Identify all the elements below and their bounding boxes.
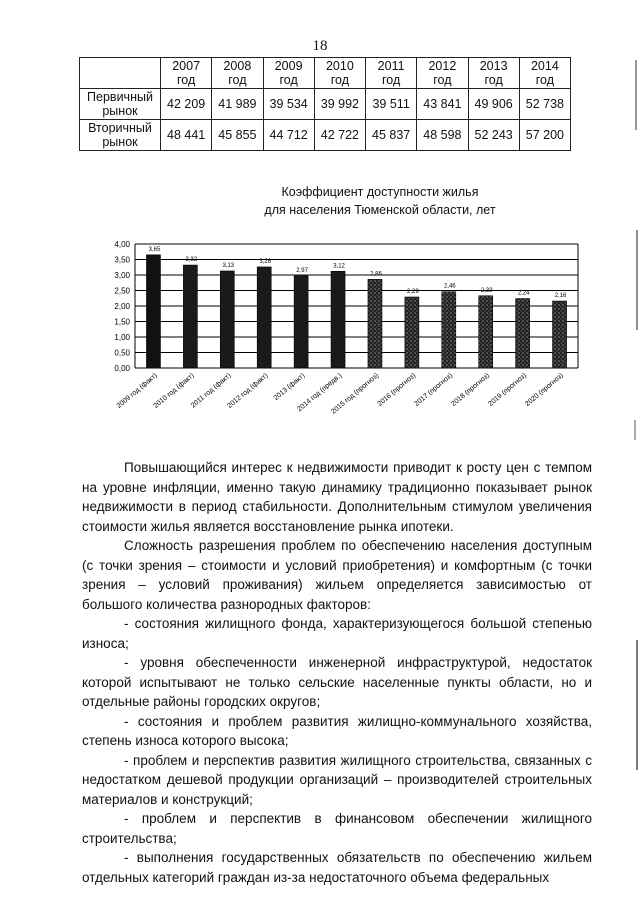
availability-bar-chart [90,236,590,461]
bar [257,267,271,368]
bar-value-label: 2,46 [443,283,456,290]
table-header-year [212,58,263,89]
year-number: 2007 [172,59,201,73]
chart-title: Коэффициент доступности жилья [281,185,479,199]
year-unit: год [433,73,452,87]
bar [405,297,419,368]
table-cell: 39 511 [366,89,417,120]
table-header-year [366,58,417,89]
bar-value-label: 3,32 [185,257,198,264]
year-number: 2008 [223,59,252,73]
x-category-label: 2017 (прогноз) [413,372,455,408]
year-number: 2012 [428,59,457,73]
body-text [82,458,592,887]
bar [220,271,234,368]
bar-value-label: 3,65 [148,246,161,253]
bar-value-label: 3,12 [333,263,345,270]
x-category-label: 2014 год (предв.) [296,372,344,414]
bar-value-label: 2,33 [480,287,493,294]
y-tick-label: 0,00 [114,364,130,373]
y-tick-label: 1,50 [114,317,130,327]
bar [479,296,493,368]
year-unit: год [381,73,401,87]
year-number: 2013 [479,59,508,73]
table-row-label: Вторичный рынок [80,120,161,151]
year-unit: год [484,73,503,87]
price-table [79,57,571,151]
x-category-label: 2019 (прогноз) [487,372,528,408]
scan-edge-noise [630,0,640,905]
year-unit: год [330,73,349,87]
table-row-label: Первичный рынок [80,89,161,120]
table-row [80,89,571,120]
bar-value-label: 3,26 [259,258,272,265]
year-unit: год [176,73,196,87]
x-category-label: 2013 (факт) [272,372,307,403]
table-row [80,120,571,151]
page-number: 18 [312,38,328,54]
bar-value-label: 2,16 [554,293,567,300]
bar-value-label: 3,13 [222,262,235,269]
table-cell: 45 837 [366,120,417,151]
table-cell: 42 722 [314,120,365,151]
x-category-label: 2012 год (факт) [226,372,270,410]
year-number: 2014 [530,59,559,73]
list-item: - состояния и проблем развития жилищно-коммунального хозяйства, степень износа которого высока; [82,713,592,748]
table-header-year [161,58,212,89]
table-cell: 45 855 [212,120,263,151]
bar-value-label: 2,97 [296,267,308,274]
table-cell: 41 989 [212,89,263,120]
x-category-label: 2010 год (факт) [152,372,196,410]
bar [146,255,160,368]
table-header-year [417,58,468,89]
table-cell: 49 906 [468,89,519,120]
table-cell: 39 534 [263,89,314,120]
list-item: - проблем и перспектив развития жилищного строительства, связанных с недостатком дешевой продукции организаций – производителей строительных материалов и конструкций; [82,752,592,807]
table-cell: 52 243 [468,120,519,151]
year-unit: год [228,73,247,87]
table-cell: 52 738 [519,89,570,120]
x-category-label: 2015 год (прогноз) [330,372,381,416]
table-cell: 48 441 [161,120,212,151]
y-tick-label: 2,00 [114,302,130,311]
table-cell: 44 712 [263,120,314,151]
table-cell: 39 992 [314,89,365,120]
y-tick-label: 3,00 [114,271,130,280]
bar [294,276,308,368]
bar-value-label: 2,24 [517,290,530,297]
x-category-label: 2011 год (факт) [189,372,233,410]
bar [553,301,567,368]
chart-title-block [0,183,640,219]
table-cell: 48 598 [417,120,468,151]
chart-subtitle: для населения Тюменской области, лет [264,203,496,217]
paragraph: Повышающийся интерес к недвижимости приводит к росту цен с темпом на уровне инфляции, именно такую динамику традиционно показывает рынок недвижимости в период стабильности. Дополнительным стимулом увеличения стоимости жилья является восстановление рынка ипотеки. [82,460,592,534]
bar [331,271,345,368]
bar [516,299,530,368]
year-number: 2009 [274,59,303,73]
x-category-label: 2016 (прогноз) [376,372,418,408]
bar [442,292,456,368]
bar-value-label: 2,29 [407,289,419,296]
table-header-year [263,58,314,89]
x-category-label: 2020 (прогноз) [524,372,565,408]
bar [368,279,382,368]
table-header-year [314,58,365,89]
bar [183,265,197,368]
table-header-year [468,58,519,89]
table-cell: 43 841 [417,89,468,120]
x-category-label: 2018 (прогноз) [450,372,491,408]
list-item: - состояния жилищного фонда, характеризующегося большой степенью износа; [82,616,592,651]
table-header-year [519,58,570,89]
bar-value-label: 2,86 [370,271,382,278]
y-tick-label: 2,50 [114,286,130,296]
y-tick-label: 3,50 [114,255,130,265]
list-item: - проблем и перспектив в финансовом обеспечении жилищного строительства; [82,811,592,846]
table-cell: 57 200 [519,120,570,151]
year-unit: год [535,73,554,87]
table-cell: 42 209 [161,89,212,120]
x-category-label: 2009 год (факт) [115,372,159,410]
paragraph: Сложность разрешения проблем по обеспечению населения доступным (с точки зрения – стоимости и условий приобретения) и комфортным (с точки зрения – условий проживания) жильем определяется зависимостью от большого количества разнородных факторов: [82,538,592,612]
year-number: 2010 [325,59,354,73]
y-tick-label: 1,00 [114,333,130,342]
table-corner-cell [80,58,161,89]
list-item: - уровня обеспеченности инженерной инфраструктурой, недостаток которой испытывают не только сельские населенные пункты области, но и отдельные районы городских округов; [82,655,592,709]
year-unit: год [279,73,298,87]
y-tick-label: 0,50 [114,348,130,358]
year-number: 2011 [377,59,405,73]
list-item: - выполнения государственных обязательств по обеспечению жильем отдельных категорий граждан из-за недостаточного объема федеральных [82,850,592,885]
y-tick-label: 4,00 [114,240,130,249]
